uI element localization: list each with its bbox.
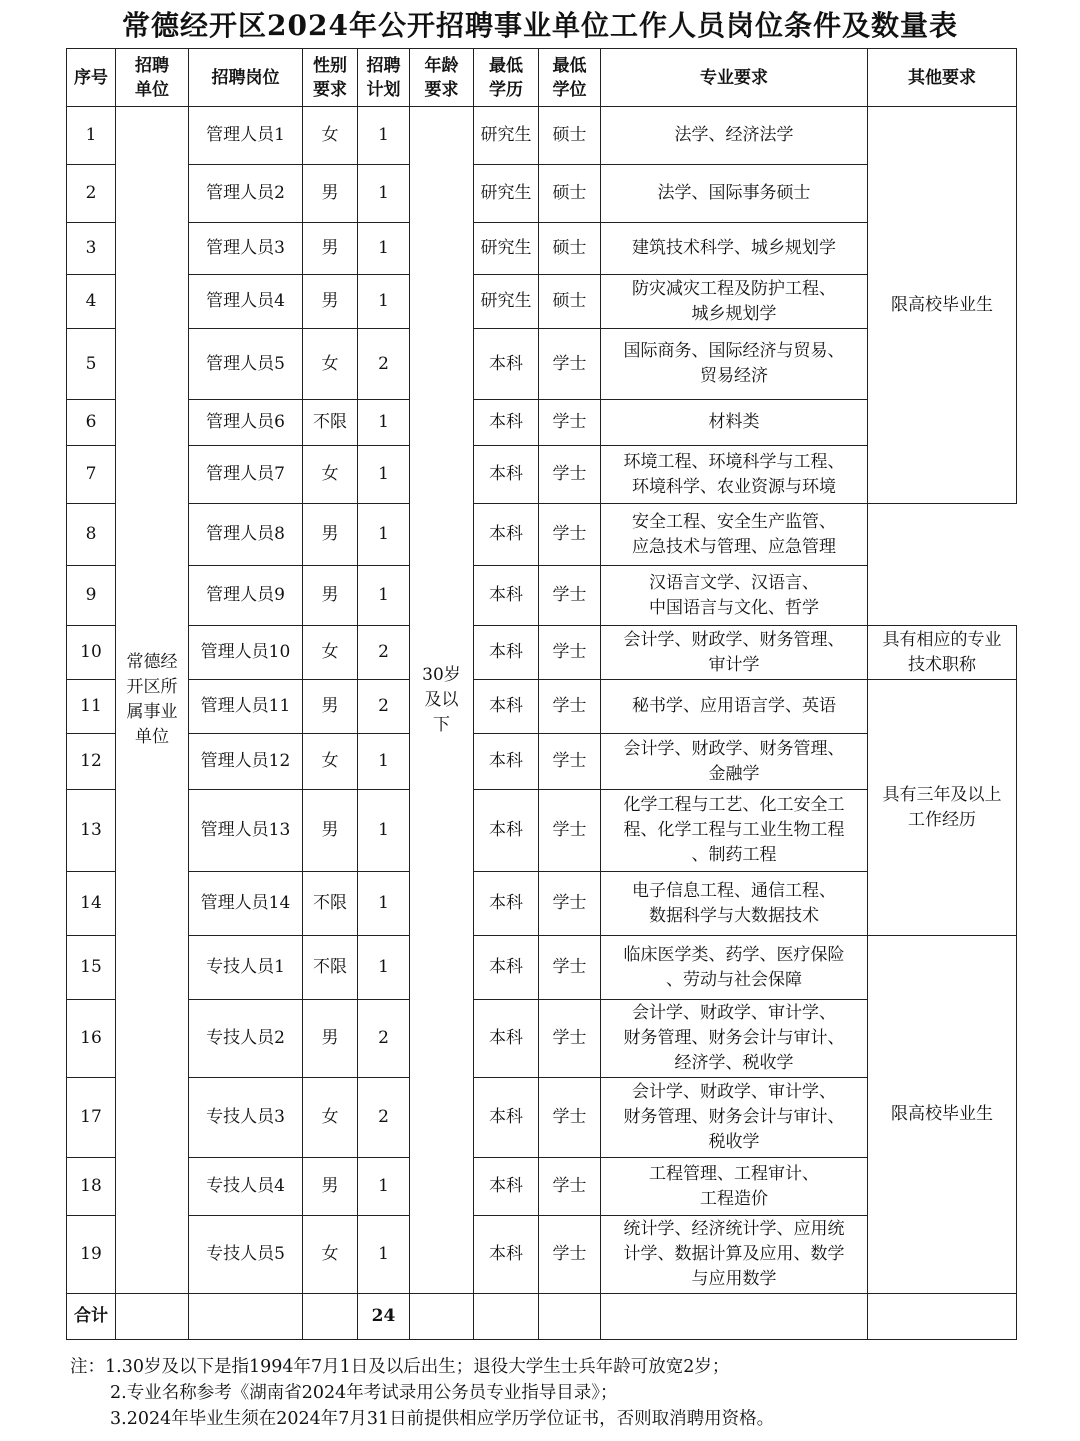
cell-post: 管理人员4 <box>189 275 303 329</box>
total-row <box>67 1294 1017 1340</box>
cell-major: 秘书学、应用语言学、英语 <box>601 680 868 734</box>
cell-degree: 学士 <box>539 626 601 680</box>
cell-degree: 学士 <box>539 1158 601 1216</box>
cell-other: 限高校毕业生 <box>868 107 1017 504</box>
header-col-age: 年龄 要求 <box>410 49 474 107</box>
cell-edu: 本科 <box>474 790 539 872</box>
cell-plan: 1 <box>358 107 410 165</box>
cell-no: 18 <box>67 1158 116 1216</box>
cell-post: 专技人员4 <box>189 1158 303 1216</box>
header-col-no: 序号 <box>67 49 116 107</box>
cell-gender: 男 <box>303 680 358 734</box>
header-col-edu: 最低 学历 <box>474 49 539 107</box>
cell-no: 9 <box>67 566 116 626</box>
cell-plan: 1 <box>358 400 410 446</box>
cell-no: 6 <box>67 400 116 446</box>
cell-no: 4 <box>67 275 116 329</box>
cell-no: 15 <box>67 936 116 1000</box>
cell-edu: 本科 <box>474 734 539 790</box>
cell-gender: 女 <box>303 107 358 165</box>
cell-major: 国际商务、国际经济与贸易、 贸易经济 <box>601 329 868 400</box>
total-empty <box>116 1294 189 1340</box>
cell-plan: 1 <box>358 566 410 626</box>
cell-edu: 本科 <box>474 446 539 504</box>
cell-major: 工程管理、工程审计、 工程造价 <box>601 1158 868 1216</box>
cell-gender: 男 <box>303 504 358 566</box>
header-col-unit: 招聘 单位 <box>116 49 189 107</box>
header-col-major: 专业要求 <box>601 49 868 107</box>
header-col-other: 其他要求 <box>868 49 1017 107</box>
cell-degree: 学士 <box>539 872 601 936</box>
cell-plan: 1 <box>358 446 410 504</box>
cell-edu: 本科 <box>474 1216 539 1294</box>
cell-edu: 本科 <box>474 566 539 626</box>
cell-major: 电子信息工程、通信工程、 数据科学与大数据技术 <box>601 872 868 936</box>
cell-edu: 研究生 <box>474 275 539 329</box>
cell-degree: 学士 <box>539 446 601 504</box>
cell-unit: 常德经 开区所 属事业 单位 <box>116 107 189 1294</box>
cell-post: 专技人员1 <box>189 936 303 1000</box>
cell-degree: 学士 <box>539 400 601 446</box>
cell-plan: 2 <box>358 1078 410 1158</box>
cell-plan: 1 <box>358 936 410 1000</box>
total-empty <box>303 1294 358 1340</box>
cell-major: 法学、国际事务硕士 <box>601 165 868 223</box>
cell-plan: 1 <box>358 790 410 872</box>
cell-post: 专技人员3 <box>189 1078 303 1158</box>
cell-major: 会计学、财政学、审计学、 财务管理、财务会计与审计、 经济学、税收学 <box>601 1000 868 1078</box>
cell-degree: 学士 <box>539 936 601 1000</box>
cell-plan: 2 <box>358 1000 410 1078</box>
cell-plan: 1 <box>358 872 410 936</box>
note-2: 2.专业名称参考《湖南省2024年考试录用公务员专业指导目录》； <box>110 1383 618 1403</box>
cell-major: 统计学、经济统计学、应用统 计学、数据计算及应用、数学 与应用数学 <box>601 1216 868 1294</box>
cell-major: 会计学、财政学、财务管理、 审计学 <box>601 626 868 680</box>
cell-degree: 学士 <box>539 1216 601 1294</box>
cell-post: 管理人员2 <box>189 165 303 223</box>
footnotes <box>70 1354 1030 1432</box>
cell-plan: 1 <box>358 165 410 223</box>
cell-degree: 学士 <box>539 504 601 566</box>
cell-edu: 本科 <box>474 680 539 734</box>
recruitment-table <box>66 48 1017 1340</box>
cell-plan: 1 <box>358 223 410 275</box>
total-empty <box>410 1294 474 1340</box>
cell-post: 管理人员13 <box>189 790 303 872</box>
cell-major: 法学、经济法学 <box>601 107 868 165</box>
cell-edu: 本科 <box>474 400 539 446</box>
total-empty <box>539 1294 601 1340</box>
cell-major: 化学工程与工艺、化工安全工 程、化学工程与工业生物工程 、制药工程 <box>601 790 868 872</box>
cell-no: 13 <box>67 790 116 872</box>
cell-no: 5 <box>67 329 116 400</box>
cell-degree: 硕士 <box>539 275 601 329</box>
cell-no: 10 <box>67 626 116 680</box>
cell-post: 管理人员7 <box>189 446 303 504</box>
total-empty <box>601 1294 868 1340</box>
cell-degree: 硕士 <box>539 165 601 223</box>
cell-edu: 本科 <box>474 936 539 1000</box>
table-row <box>67 680 1017 734</box>
cell-post: 管理人员6 <box>189 400 303 446</box>
cell-gender: 女 <box>303 1216 358 1294</box>
total-empty <box>474 1294 539 1340</box>
cell-major: 建筑技术科学、城乡规划学 <box>601 223 868 275</box>
total-empty <box>189 1294 303 1340</box>
cell-degree: 学士 <box>539 1078 601 1158</box>
cell-other: 限高校毕业生 <box>868 936 1017 1294</box>
header-row <box>67 49 1017 107</box>
cell-edu: 本科 <box>474 626 539 680</box>
cell-no: 3 <box>67 223 116 275</box>
cell-no: 14 <box>67 872 116 936</box>
cell-gender: 女 <box>303 329 358 400</box>
cell-gender: 男 <box>303 1000 358 1078</box>
cell-post: 管理人员9 <box>189 566 303 626</box>
cell-gender: 女 <box>303 1078 358 1158</box>
cell-post: 管理人员11 <box>189 680 303 734</box>
cell-major: 临床医学类、药学、医疗保险 、劳动与社会保障 <box>601 936 868 1000</box>
cell-gender: 女 <box>303 446 358 504</box>
table-row <box>67 936 1017 1000</box>
table-row <box>67 504 1017 566</box>
cell-degree: 学士 <box>539 566 601 626</box>
cell-degree: 学士 <box>539 790 601 872</box>
header-col-plan: 招聘 计划 <box>358 49 410 107</box>
cell-gender: 女 <box>303 734 358 790</box>
cell-plan: 1 <box>358 1158 410 1216</box>
cell-edu: 本科 <box>474 872 539 936</box>
cell-degree: 硕士 <box>539 107 601 165</box>
cell-gender: 男 <box>303 275 358 329</box>
cell-edu: 本科 <box>474 1000 539 1078</box>
cell-gender: 男 <box>303 1158 358 1216</box>
cell-edu: 本科 <box>474 329 539 400</box>
cell-gender: 男 <box>303 223 358 275</box>
cell-major: 会计学、财政学、审计学、 财务管理、财务会计与审计、 税收学 <box>601 1078 868 1158</box>
note-1: 注：1.30岁及以下是指1994年7月1日及以后出生；退役大学生士兵年龄可放宽2岁； <box>70 1357 730 1377</box>
cell-no: 8 <box>67 504 116 566</box>
cell-gender: 女 <box>303 626 358 680</box>
cell-no: 17 <box>67 1078 116 1158</box>
cell-edu: 本科 <box>474 1158 539 1216</box>
note-3: 3.2024年毕业生须在2024年7月31日前提供相应学历学位证书，否则取消聘用资格。 <box>110 1409 775 1429</box>
cell-no: 2 <box>67 165 116 223</box>
cell-post: 管理人员12 <box>189 734 303 790</box>
cell-gender: 不限 <box>303 872 358 936</box>
cell-gender: 男 <box>303 566 358 626</box>
header-col-gender: 性别 要求 <box>303 49 358 107</box>
cell-edu: 研究生 <box>474 223 539 275</box>
table-row <box>67 107 1017 165</box>
cell-degree: 硕士 <box>539 223 601 275</box>
cell-edu: 研究生 <box>474 165 539 223</box>
cell-plan: 1 <box>358 504 410 566</box>
cell-no: 7 <box>67 446 116 504</box>
cell-gender: 不限 <box>303 400 358 446</box>
cell-gender: 男 <box>303 790 358 872</box>
cell-post: 管理人员14 <box>189 872 303 936</box>
cell-post: 专技人员2 <box>189 1000 303 1078</box>
cell-major: 环境工程、环境科学与工程、 环境科学、农业资源与环境 <box>601 446 868 504</box>
cell-no: 12 <box>67 734 116 790</box>
cell-post: 管理人员3 <box>189 223 303 275</box>
cell-no: 19 <box>67 1216 116 1294</box>
cell-major: 防灾减灾工程及防护工程、 城乡规划学 <box>601 275 868 329</box>
cell-other: 具有相应的专业 技术职称 <box>868 626 1017 680</box>
cell-no: 11 <box>67 680 116 734</box>
cell-post: 管理人员1 <box>189 107 303 165</box>
cell-degree: 学士 <box>539 1000 601 1078</box>
total-label: 合计 <box>67 1294 116 1340</box>
cell-gender: 不限 <box>303 936 358 1000</box>
table-row <box>67 566 1017 626</box>
cell-post: 专技人员5 <box>189 1216 303 1294</box>
cell-plan: 2 <box>358 329 410 400</box>
cell-post: 管理人员8 <box>189 504 303 566</box>
header-col-degree: 最低 学位 <box>539 49 601 107</box>
cell-edu: 本科 <box>474 504 539 566</box>
total-value: 24 <box>358 1294 410 1340</box>
cell-no: 16 <box>67 1000 116 1078</box>
cell-major: 汉语言文学、汉语言、 中国语言与文化、哲学 <box>601 566 868 626</box>
cell-edu: 研究生 <box>474 107 539 165</box>
cell-post: 管理人员5 <box>189 329 303 400</box>
cell-major: 安全工程、安全生产监管、 应急技术与管理、应急管理 <box>601 504 868 566</box>
cell-plan: 1 <box>358 734 410 790</box>
cell-plan: 1 <box>358 275 410 329</box>
cell-gender: 男 <box>303 165 358 223</box>
page-title: 常德经开区2024年公开招聘事业单位工作人员岗位条件及数量表 <box>122 9 958 42</box>
cell-no: 1 <box>67 107 116 165</box>
cell-plan: 2 <box>358 626 410 680</box>
cell-other: 具有三年及以上 工作经历 <box>868 680 1017 936</box>
table-row <box>67 626 1017 680</box>
cell-major: 材料类 <box>601 400 868 446</box>
header-col-post: 招聘岗位 <box>189 49 303 107</box>
cell-plan: 2 <box>358 680 410 734</box>
cell-degree: 学士 <box>539 329 601 400</box>
cell-degree: 学士 <box>539 734 601 790</box>
cell-edu: 本科 <box>474 1078 539 1158</box>
cell-plan: 1 <box>358 1216 410 1294</box>
cell-degree: 学士 <box>539 680 601 734</box>
total-empty <box>868 1294 1017 1340</box>
cell-post: 管理人员10 <box>189 626 303 680</box>
cell-major: 会计学、财政学、财务管理、 金融学 <box>601 734 868 790</box>
cell-age: 30岁 及以 下 <box>410 107 474 1294</box>
